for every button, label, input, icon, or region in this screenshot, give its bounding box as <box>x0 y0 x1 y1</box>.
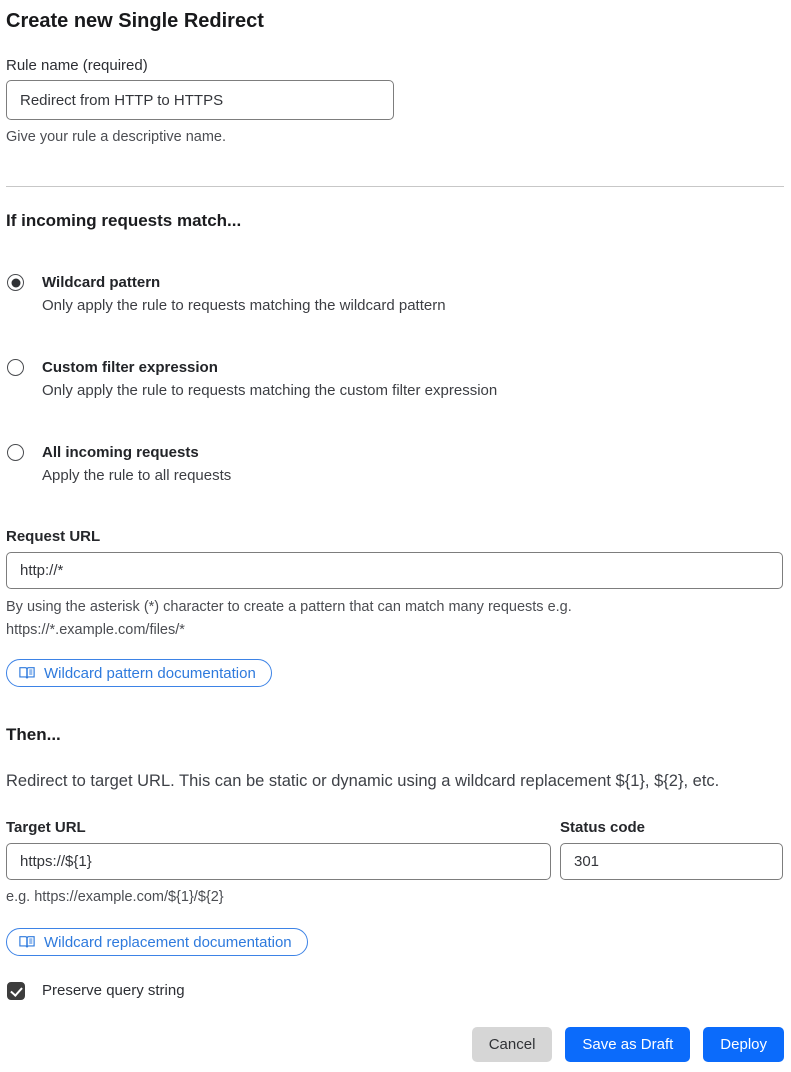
request-url-label: Request URL <box>6 528 101 545</box>
doc-button-label: Wildcard replacement documentation <box>44 933 292 951</box>
doc-button-label: Wildcard pattern documentation <box>44 664 256 682</box>
radio-option-wildcard-pattern[interactable] <box>6 272 784 316</box>
page-title: Create new Single Redirect <box>6 10 264 32</box>
radio-option-label: All incoming requests <box>42 444 199 461</box>
radio-option-custom-filter-expression[interactable] <box>6 357 784 401</box>
rule-name-input[interactable] <box>6 80 394 120</box>
radio-option-description: Only apply the rule to requests matching the wildcard pattern <box>42 297 446 314</box>
preserve-query-checkbox[interactable] <box>7 982 25 1000</box>
target-url-label: Target URL <box>6 819 86 836</box>
radio-option-description: Only apply the rule to requests matching the custom filter expression <box>42 382 498 399</box>
request-url-helper-line1: By using the asterisk (*) character to create a pattern that can match many requests e.g. <box>6 599 572 615</box>
wildcard-replacement-documentation-button[interactable] <box>6 928 308 956</box>
rule-name-helper: Give your rule a descriptive name. <box>6 129 227 145</box>
deploy-button[interactable]: Deploy <box>703 1027 784 1062</box>
book-open-icon <box>19 666 35 680</box>
target-url-helper: e.g. https://example.com/${1}/${2} <box>6 889 224 905</box>
rule-name-label: Rule name (required) <box>6 57 148 74</box>
target-row <box>6 818 784 909</box>
radio-option-label: Wildcard pattern <box>42 274 161 291</box>
cancel-button[interactable]: Cancel <box>472 1027 553 1062</box>
radio-option-all-incoming-requests[interactable] <box>6 442 784 486</box>
match-section-heading: If incoming requests match... <box>6 211 242 230</box>
status-code-select[interactable] <box>560 843 783 880</box>
request-url-helper-line2: https://*.example.com/files/* <box>6 622 185 638</box>
radio-button-icon[interactable] <box>7 444 24 461</box>
target-url-input[interactable] <box>6 843 551 880</box>
radio-button-icon[interactable] <box>7 274 24 291</box>
then-section-heading: Then... <box>6 725 61 744</box>
wildcard-pattern-documentation-button[interactable] <box>6 659 272 687</box>
radio-button-icon[interactable] <box>7 359 24 376</box>
book-open-icon <box>19 935 35 949</box>
preserve-query-row[interactable] <box>6 981 784 1001</box>
radio-option-description: Apply the rule to all requests <box>42 467 232 484</box>
request-url-input[interactable] <box>6 552 783 589</box>
form-actions <box>6 1027 784 1062</box>
then-description: Redirect to target URL. This can be static or dynamic using a wildcard replacement ${1}, ${2}, etc. <box>6 772 720 790</box>
preserve-query-label: Preserve query string <box>42 982 185 999</box>
match-type-radio-group <box>6 272 784 486</box>
radio-option-label: Custom filter expression <box>42 359 218 376</box>
save-as-draft-button[interactable]: Save as Draft <box>565 1027 690 1062</box>
section-divider <box>6 186 784 187</box>
status-code-label: Status code <box>560 819 646 836</box>
status-code-value: 301 <box>574 853 600 870</box>
